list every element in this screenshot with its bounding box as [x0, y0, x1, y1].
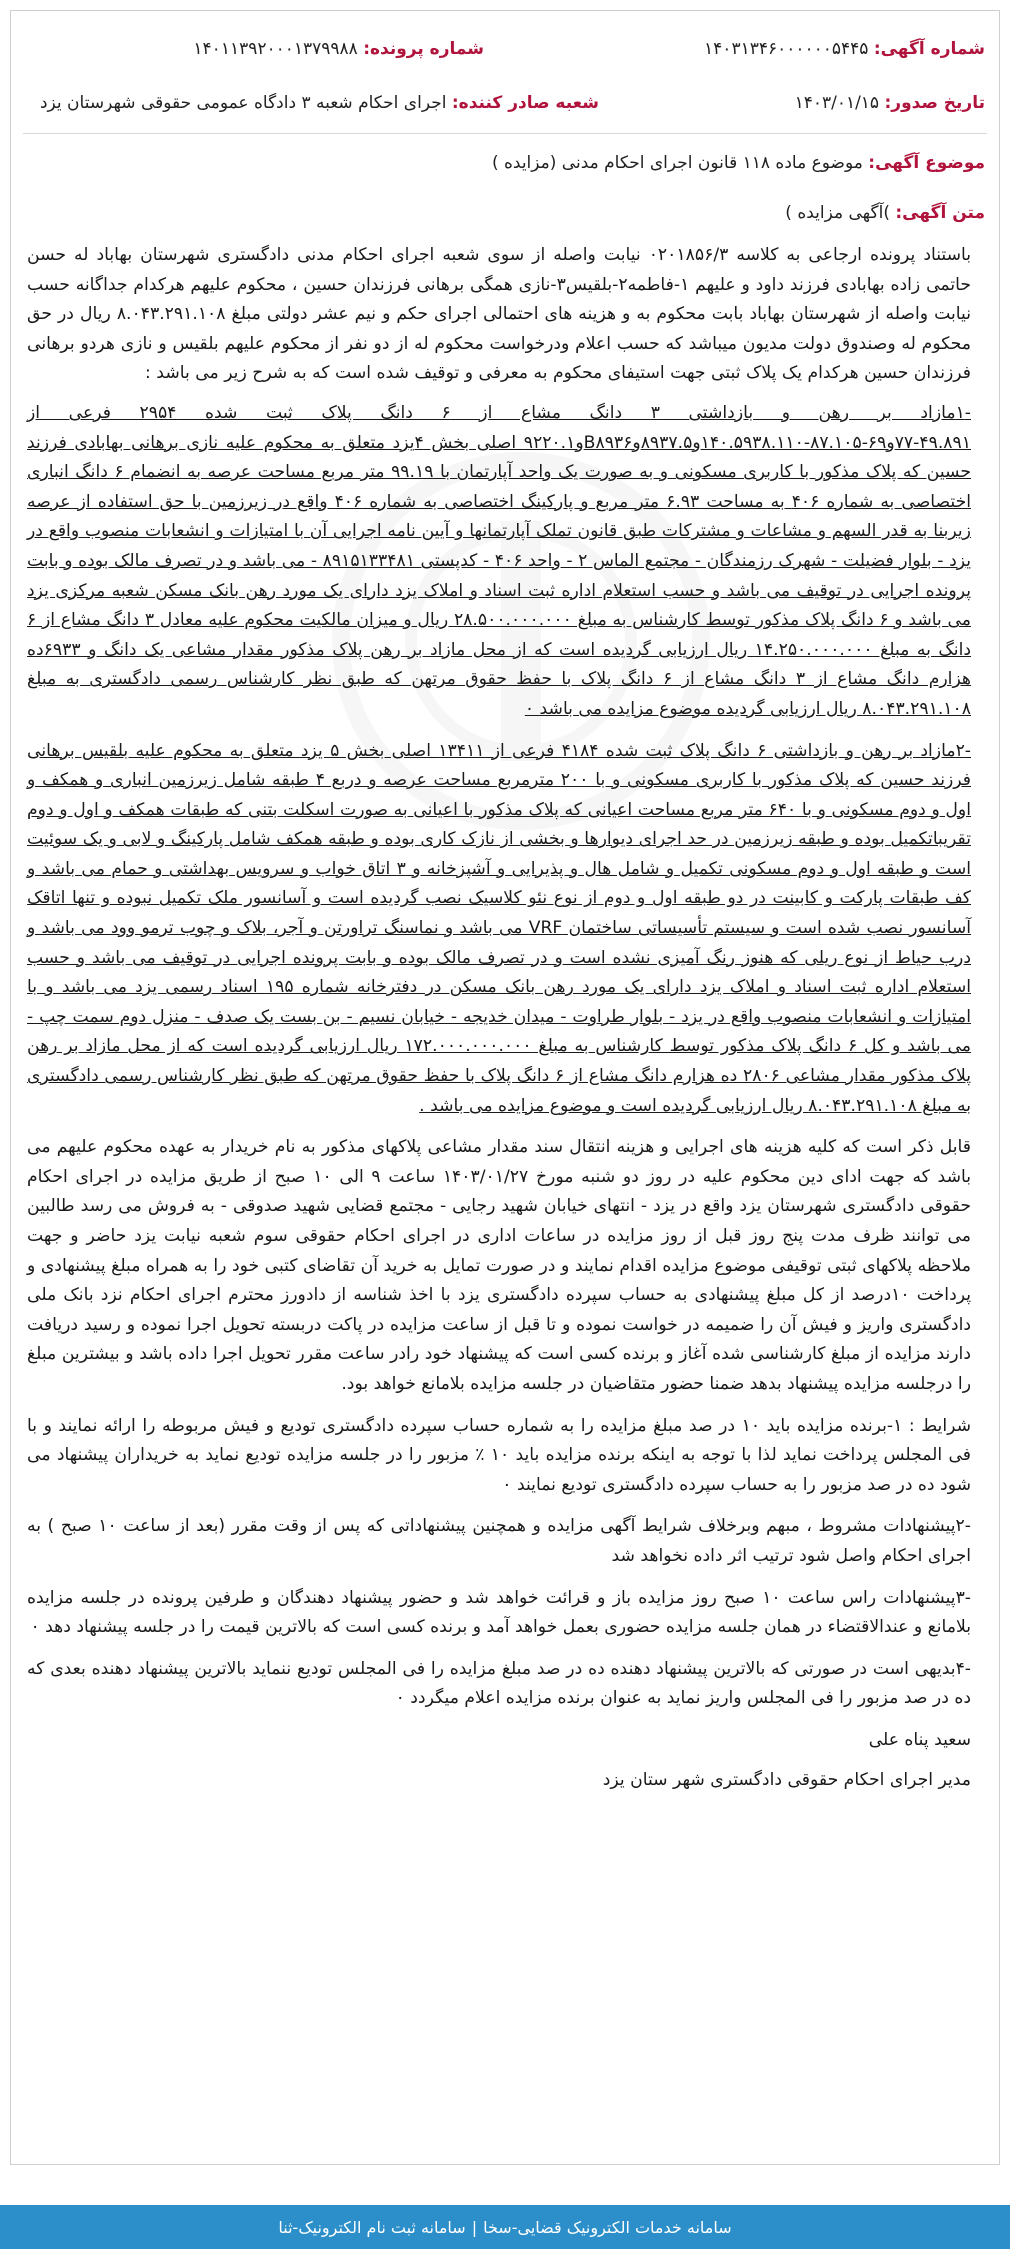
property-item-1: -۱مازاد بر رهن و بازداشتی ۳ دانگ مشاع از ۶ دانگ پلاک ثبت شده ۲۹۵۴ فرعی از ۴۹.۸۹۱-۷۷و۶۹-۸۷.۱۰۵-۱۴۰.۵۹۳۸.۱۱۰و۸۹۳۷.۵وB۸۹۳۶و۹۲۲۰.۱ اصلی بخش ۴یزد متعلق به محکوم علیه نازی برهانی بهابادی فرزند حسین که پلاک مذکور با کاربری مسکونی و به صورت یک واحد آپارتمان با ۹۹.۱۹ متر مربع مساحت عرصه به انضمام ۶ دانگ انباری اختصاصی به شماره ۴۰۶ به مساحت ۶.۹۳ متر مربع و پارکینگ اختصاصی به شماره ۴۰۶ واقع در زیرزمین با حق استفاده از عرصه زیربنا به قدر السهم و مشاعات و مشترکات طبق قانون تملک آپارتمانها و آیین نامه اجرایی آن با امتیازات و انشعابات منصوب واقع در یزد - بلوار فضیلت - شهرک رزمندگان - مجتمع الماس ۲ - واحد ۴۰۶ - کدپستی ۸۹۱۵۱۳۳۴۸۱ - می باشد و در تصرف مالک بوده و بابت پرونده اجرایی در توقیف می باشد و حسب استعلام اداره ثبت اسناد و املاک یزد دارای یک مورد رهن بانک مسکن شعبه مرکزی یزد می باشد و ۶ دانگ پلاک مذکور توسط کارشناس به مبلغ ۲۸.۵۰۰.۰۰۰.۰۰۰ ریال و میزان مالکیت محکوم علیه معادل ۳ دانگ مشاع از ۶ دانگ به مبلغ ۱۴.۲۵۰.۰۰۰.۰۰۰ ریال ارزیابی گردیده است که از محل مازاد بر رهن پلاک مذکور مقدار مشاعی یک دانگ و ۶۹۳۳ده هزارم دانگ مشاع از ۳ دانگ مشاع از ۶ دانگ پلاک با حفظ حقوق مرتهن که طبق نظر کارشناس رسمی دادگستری به مبلغ ۸.۰۴۳.۲۹۱.۱۰۸ ریال ارزیابی گردیده موضوع مزایده می باشد ٠: [27, 402, 972, 719]
condition-2: -۲پیشنهادات مشروط ، مبهم وبرخلاف شرایط آگهی مزایده و همچنین پیشنهاداتی که پس از وقت مقرر (بعد از ساعت ۱۰ صبح ) به اجرای احکام واصل شود ترتیب اثر داده نخواهد شد: [27, 1516, 971, 1566]
notice-body: [27, 241, 971, 1795]
footer-link-sakha[interactable]: سامانه خدمات الکترونیک قضایی-سخا: [483, 2217, 732, 2237]
case-number: [193, 39, 484, 59]
issue-date-label: تاریخ صدور:: [884, 93, 985, 113]
signer-name: سعید پناه علی: [868, 1729, 971, 1750]
auction-note-paragraph: قابل ذکر است که کلیه هزینه های اجرایی و هزینه انتقال سند مقدار مشاعی پلاکهای مذکور به نام خریدار به عهده محکوم علیهم می باشد که جهت ادای دین محکوم علیه در روز دو شنبه مورخ ۱۴۰۳/۰۱/۲۷ ساعت ۹ الی ۱۰ صبح از طریق مزایده در اجرای احکام حقوقی دادگستری شهرستان یزد واقع در یزد - انتهای خیابان شهید رجایی - مجتمع قضایی شهید صدوقی - به فروش می رسد طالبین می توانند ظرف مدت پنج روز قبل از روز مزایده در ساعات اداری در اجرای احکام حقوقی سوم شعبه نیابت یزد حاضر و جهت ملاحظه پلاکهای ثبتی توقیفی موضوع مزایده اقدام نمایند و در صورت تمایل به خرید آن تقاضای کتبی خود را به همراه مبلغ پیشنهادی و پرداخت ۱۰درصد از کل مبلغ پیشنهادی به حساب سپرده دادگستری یزد با اخذ شناسه از دادورز محترم اجرای احکام نزد بانک ملی دادگستری واریز و فیش آن را ضمیمه در خواست نموده و تا قبل از ساعت مزایده در پاکت دربسته تحویل اجرا نموده و رسید دریافت دارند مزایده از مبلغ کارشناسی شده آغاز و برنده کسی است که پیشنهاد خود رادر ساعت مقرر تحویل اجرا داده باشد و بیشترین مبلغ را درجلسه مزایده پیشنهاد بدهد ضمنا حضور متقاضیان در جلسه مزایده بلامانع خواهد بود.: [27, 1137, 971, 1394]
case-number-value: ۱۴۰۱۱۳۹۲۰۰۰۱۳۷۹۹۸۸: [193, 39, 358, 59]
condition-4: -۴بدیهی است در صورتی که بالاترین پیشنهاد دهنده ده در صد مبلغ مزایده را فی المجلس تودیع ننماید بالاترین پیشنهاد دهنده بعدی که ده در صد مزبور را فی المجلس واریز نماید به عنوان برنده مزایده اعلام میگردد ٠: [27, 1658, 971, 1709]
subject-value: موضوع ماده ۱۱۸ قانون اجرای احکام مدنی (مزایده ): [491, 153, 863, 173]
property-item-2: -۲مازاد بر رهن و بازداشتی ۶ دانگ پلاک ثبت شده ۴۱۸۴ فرعی از ۱۳۴۱۱ اصلی بخش ۵ یزد متعلق به محکوم علیه بلقیس برهانی فرزند حسین که پلاک مذکور با کاربری مسکونی و با ۲۰۰ مترمربع مساحت عرصه و دربع ۴ طبقه شامل زیرزمین انباری و همکف و اول و دوم مسکونی و با ۶۴۰ متر مربع مساحت اعیانی که پلاک مذکور با اعیانی به صورت اسکلت بتنی که طبقات همکف و اول و دوم تقریباتکمیل بوده و طبقه زیرزمین در حد اجرای دیوارها و بخشی از نازک کاری بوده و طبقه همکف شامل پارکینگ و لابی و یک سوئیت است و طبقه اول و دوم مسکونی تکمیل و شامل هال و پذیرایی و آشپزخانه و ۳ اتاق خواب و سرویس بهداشتی و حمام می باشد و کف طبقات پارکت و کابینت در دو طبقه اول و دوم از نوع نئو کلاسیک نصب گردیده است و آسانسور ملک تکمیل نبوده و تنها اتاقک آسانسور نصب شده است و سیستم تأسیساتی ساختمان VRF می باشد و نماسنگ تراورتن و آجر، بلاک و چوب ترمو وود می باشد و درب حیاط از نوع ریلی که هنوز رنگ آمیزی نشده است و در تصرف مالک بوده و بابت پرونده اجرایی در توقیف می باشد و حسب استعلام اداره ثبت اسناد و املاک یزد دارای یک مورد رهن بانک مسکن در دفترخانه شماره ۱۹۵ اسناد رسمی یزد می باشد و با امتیازات و انشعابات منصوب واقع در یزد - بلوار طراوت - میدان خدیجه - خیابان نسیم - بن بست یک صدف - منزل دوم سمت چپ - می باشد و کل ۶ دانگ پلاک مذکور توسط کارشناس به مبلغ ۱۷۲.۰۰۰.۰۰۰.۰۰۰ ریال ارزیابی گردیده است که از محل مازاد بر رهن پلاک مذکور مقدار مشاعی ۲۸۰۶ ده هزارم دانگ مشاع از ۶ دانگ پلاک با حفظ حقوق مرتهن که طبق نظر کارشناس رسمی دادگستری به مبلغ ۸.۰۴۳.۲۹۱.۱۰۸ ریال ارزیابی گردیده است و موضوع مزایده می باشد .: [27, 740, 972, 1116]
issuer-label: شعبه صادر کننده:: [451, 93, 599, 113]
footer-link-sana[interactable]: سامانه ثبت نام الکترونیک-ثنا: [278, 2217, 466, 2237]
issue-date: [795, 93, 985, 113]
text-label: متن آگهی:: [895, 203, 985, 223]
notice-number-value: ۱۴۰۳۱۳۴۶۰۰۰۰۰۰۵۴۴۵: [704, 39, 869, 59]
case-number-label: شماره پرونده:: [363, 39, 484, 59]
issue-date-value: ۱۴۰۳/۰۱/۱۵: [794, 93, 880, 113]
notice-subject: [492, 153, 985, 173]
notice-number: [704, 39, 985, 59]
header-divider: [23, 133, 987, 134]
text-title: )آگهی مزایده ): [785, 203, 890, 223]
issuing-branch: [40, 93, 599, 113]
condition-3: -۳پیشنهادات راس ساعت ۱۰ صبح روز مزایده باز و قرائت خواهد شد و حضور پیشنهاد دهندگان و طرفین پرونده در جلسه مزایده بلامانع و عندالاقتضاء در همان جلسه مزایده حضوری بعمل خواهد آمد و برنده کسی است که بالاترین قیمت را در جلسه پیشنهاد دهد ٠: [27, 1587, 971, 1638]
site-footer: [0, 2205, 1010, 2249]
intro-paragraph: باستناد پرونده ارجاعی به کلاسه ۰۲۰۱۸۵۶/۳ نیابت واصله از سوی شعبه اجرای احکام مدنی دادگستری شهرستان بهاباد له حسن حاتمی زاده بهابادی فرزند داود و علیهم ۱-فاطمه۲-بلقیس۳-نازی همگی برهانی فرزندان حسین ، محکوم علیهم هرکدام جداگانه حسب نیابت واصله از شهرستان بهاباد بابت محکوم به و هزینه های احتمالی اجرای حکم و نیم عشر دولتی مبلغ ۸.۰۴۳.۲۹۱.۱۰۸ ریال در حق محکوم له وصندوق دولت مدیون میباشد که حسب اعلام ودرخواست محکوم له از دو نفر از محکوم علیهم بلقیس و نازی هردو برهانی فرزندان حسین هرکدام یک پلاک ثبتی جهت استیفای محکوم به معرفی و توقیف شده است که به شرح زیر می باشد :: [27, 245, 972, 384]
footer-divider: |: [471, 2217, 478, 2237]
condition-1: شرایط : ۱-برنده مزایده باید ۱۰ در صد مبلغ مزایده را به شماره حساب سپرده دادگستری تودیع و فیش مربوطه را ارائه نمایند و با فی المجلس پرداخت نماید لذا با توجه به اینکه برنده مزایده باید ۱۰ ٪ مزبور را در جلسه مزایده تودیع نماید به خریداران پیشنهاد می شود ده در صد مزبور را به حساب سپرده دادگستری تودیع نمایند ٠: [27, 1415, 971, 1495]
signer-title: مدیر اجرای احکام حقوقی دادگستری شهر ستان یزد: [602, 1769, 971, 1790]
issuer-value: اجرای احکام شعبه ۳ دادگاه عمومی حقوقی شهرستان یزد: [39, 93, 447, 113]
notice-page: [10, 10, 1000, 2165]
notice-number-label: شماره آگهی:: [873, 39, 985, 59]
subject-label: موضوع آگهی:: [868, 153, 985, 173]
notice-text-heading: [785, 203, 985, 223]
